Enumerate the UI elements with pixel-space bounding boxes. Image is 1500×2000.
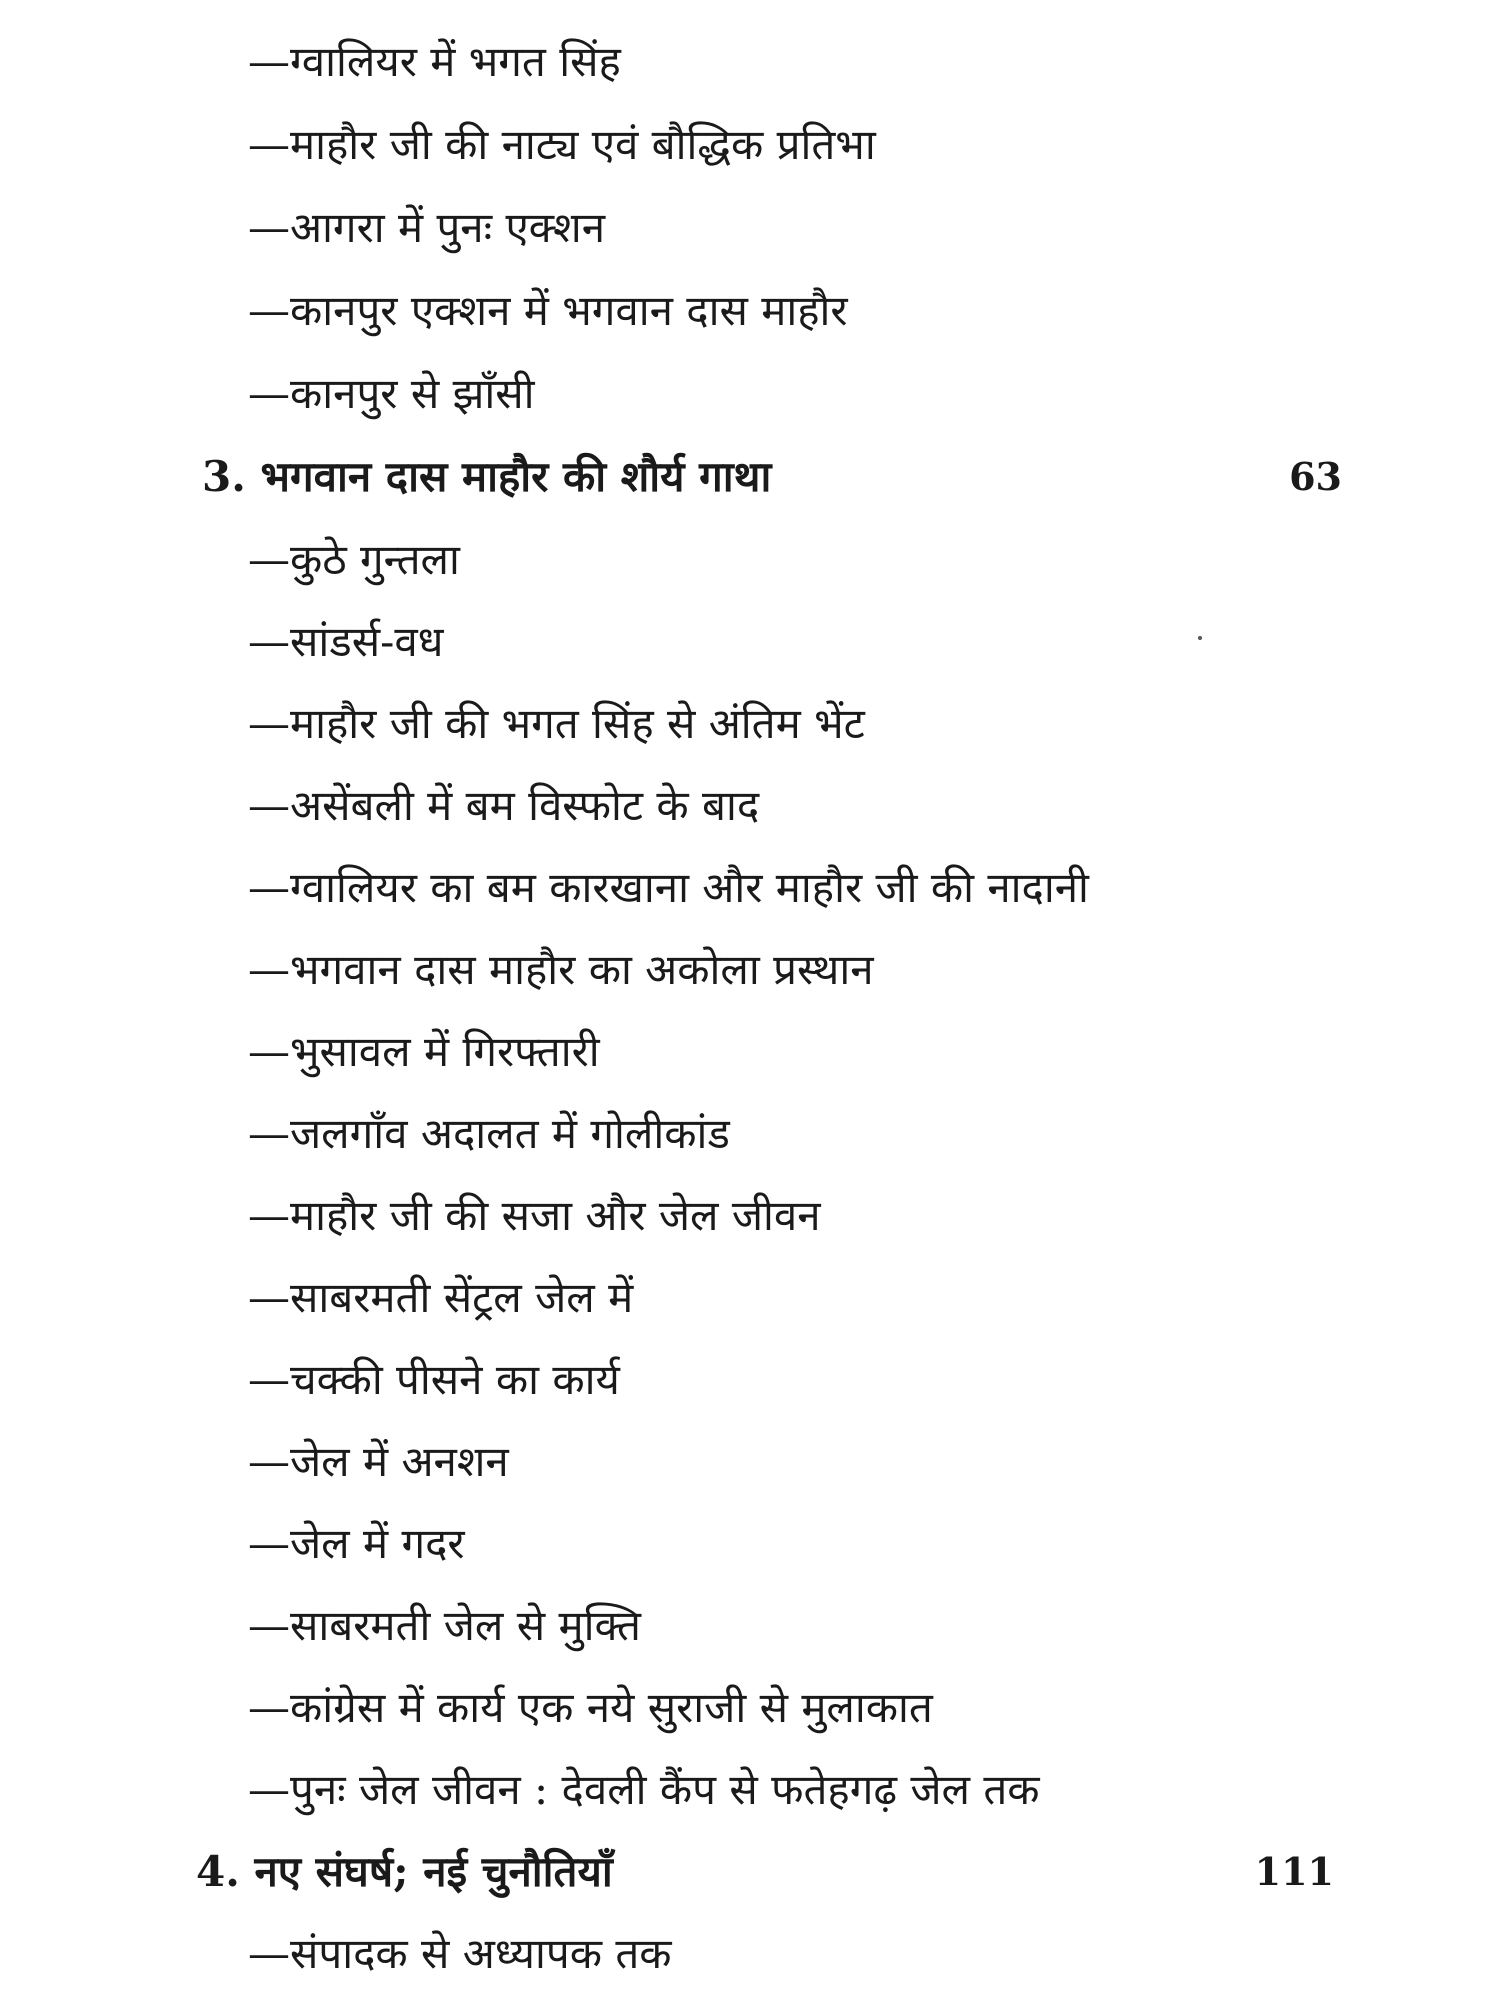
toc-subitem-text: —कानपुर एक्शन में भगवान दास माहौर [248, 286, 848, 335]
toc-subitem [0, 1914, 1500, 1994]
toc-subitem-text: —माहौर जी की सजा और जेल जीवन [248, 1191, 821, 1240]
toc-chapter-3 [0, 437, 1500, 517]
toc-subitem-text: —जेल में गदर [248, 1519, 465, 1568]
toc-subitem [0, 1340, 1500, 1420]
toc-subitem-text: —सांडर्स-वध [248, 617, 444, 666]
toc-subitem [0, 22, 1500, 102]
toc-subitem-text: —कानपुर से झाँसी [248, 369, 535, 418]
toc-subitem-text: —कांग्रेस में कार्य एक नये सुराजी से मुलाकात [248, 1683, 933, 1732]
toc-subitem [0, 602, 1500, 682]
toc-subitem-text: —भगवान दास माहौर का अकोला प्रस्थान [248, 945, 874, 994]
toc-subitem-text: —पुनः जेल जीवन : देवली कैंप से फतेहगढ़ जेल तक [248, 1765, 1040, 1814]
toc-subitem [0, 1504, 1500, 1584]
toc-subitem [0, 1258, 1500, 1338]
toc-subitem-text: —संपादक से अध्यापक तक [248, 1929, 672, 1978]
toc-subitem [0, 520, 1500, 600]
toc-subitem [0, 1586, 1500, 1666]
print-speck [1198, 636, 1202, 640]
toc-subitem [0, 766, 1500, 846]
toc-subitem [0, 1176, 1500, 1256]
toc-subitem [0, 354, 1500, 434]
chapter-3-title: 3. भगवान दास माहौर की शौर्य गाथा [202, 452, 772, 501]
toc-subitem [0, 188, 1500, 268]
toc-subitem-text: —भुसावल में गिरफ्तारी [248, 1027, 600, 1076]
toc-chapter-4 [0, 1832, 1500, 1912]
toc-subitem [0, 1422, 1500, 1502]
toc-subitem [0, 930, 1500, 1010]
toc-subitem-text: —कुठे गुन्तला [248, 535, 460, 584]
toc-subitem [0, 105, 1500, 185]
toc-subitem-text: —जेल में अनशन [248, 1437, 509, 1486]
toc-subitem [0, 1750, 1500, 1830]
toc-subitem [0, 848, 1500, 928]
toc-subitem [0, 1094, 1500, 1174]
toc-subitem-text: —ग्वालियर का बम कारखाना और माहौर जी की नादानी [248, 863, 1089, 912]
chapter-3-page-number: 63 [1289, 454, 1342, 499]
toc-subitem-text: —ग्वालियर में भगत सिंह [248, 37, 621, 86]
toc-subitem-text: —आगरा में पुनः एक्शन [248, 203, 606, 252]
toc-subitem-text: —साबरमती सेंट्रल जेल में [248, 1273, 634, 1322]
toc-subitem [0, 684, 1500, 764]
chapter-4-title: 4. नए संघर्ष; नई चुनौतियाँ [196, 1847, 613, 1896]
toc-subitem-text: —जलगाँव अदालत में गोलीकांड [248, 1109, 730, 1158]
toc-subitem-text: —असेंबली में बम विस्फोट के बाद [248, 781, 760, 830]
toc-subitem [0, 1012, 1500, 1092]
toc-subitem-text: —माहौर जी की भगत सिंह से अंतिम भेंट [248, 699, 865, 748]
toc-subitem-text: —माहौर जी की नाट्य एवं बौद्धिक प्रतिभा [248, 120, 876, 169]
toc-subitem-text: —साबरमती जेल से मुक्ति [248, 1601, 641, 1650]
toc-subitem [0, 1668, 1500, 1748]
toc-subitem-text: —चक्की पीसने का कार्य [248, 1355, 620, 1404]
chapter-4-page-number: 111 [1254, 1849, 1334, 1894]
toc-subitem [0, 271, 1500, 351]
